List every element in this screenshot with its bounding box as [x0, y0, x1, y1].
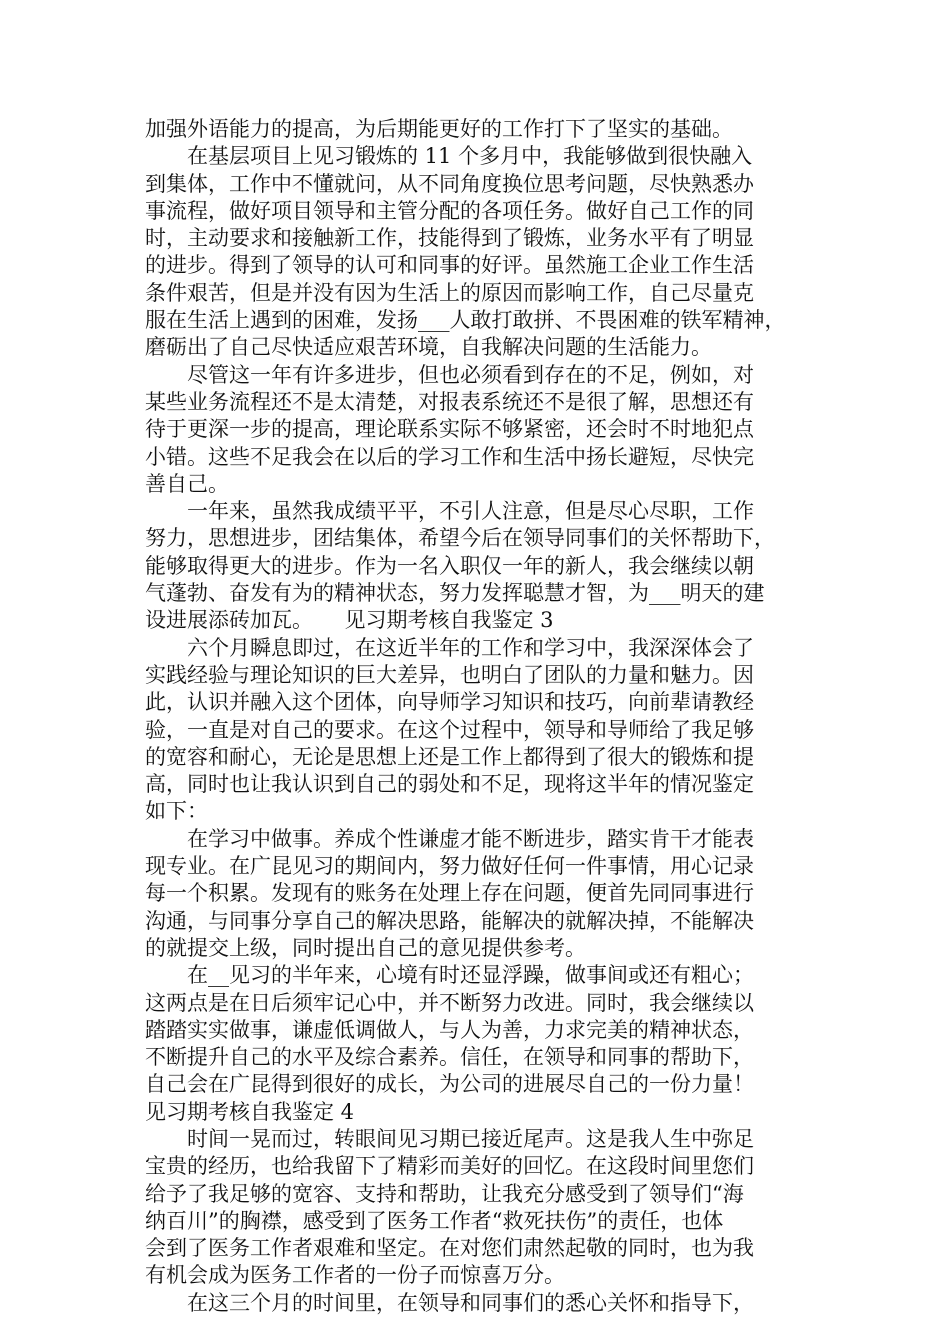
text-line: 磨砺出了自己尽快适应艰苦环境，自我解决问题的生活能力。 — [145, 335, 712, 360]
text-line: 事流程，做好项目领导和主管分配的各项任务。做好自己工作的同 — [145, 198, 754, 223]
text-line: 一年来，虽然我成绩平平，不引人注意，但是尽心尽职，工作 — [145, 499, 754, 524]
text-line: 实践经验与理论知识的巨大差异，也明白了团队的力量和魅力。因 — [145, 662, 754, 687]
text-line: 的宽容和耐心，无论是思想上还是工作上都得到了很大的锻炼和提 — [145, 744, 754, 769]
text-line: 到集体，工作中不懂就问，从不同角度换位思考问题，尽快熟悉办 — [145, 171, 754, 196]
text-line: 六个月瞬息即过，在这近半年的工作和学习中，我深深体会了 — [145, 635, 754, 660]
text-line: 的进步。得到了领导的认可和同事的好评。虽然施工企业工作生活 — [145, 253, 754, 278]
text-line: 某些业务流程还不是太清楚，对报表系统还不是很了解，思想还有 — [145, 389, 754, 414]
text-line: 条件艰苦，但是并没有因为生活上的原因而影响工作，自己尽量克 — [145, 280, 754, 305]
text-line: 有机会成为医务工作者的一份子而惊喜万分。 — [145, 1263, 565, 1288]
text-line: 会到了医务工作者艰难和坚定。在对您们肃然起敬的同时，也为我 — [145, 1236, 754, 1261]
text-line: 这两点是在日后须牢记心中，并不断努力改进。同时，我会继续以 — [145, 990, 754, 1015]
text-line: 高，同时也让我认识到自己的弱处和不足，现将这半年的情况鉴定 — [145, 772, 754, 797]
text-line: 在__见习的半年来，心境有时还显浮躁，做事间或还有粗心； — [145, 963, 754, 988]
text-line: 如下： — [145, 799, 208, 824]
text-line: 能够取得更大的进步。作为一名入职仅一年的新人，我会继续以朝 — [145, 553, 754, 578]
text-line: 自己会在广昆得到很好的成长，为公司的进展尽自己的一份力量！ — [145, 1072, 754, 1097]
text-line: 尽管这一年有许多进步，但也必须看到存在的不足，例如，对 — [145, 362, 754, 387]
text-line: 待于更深一步的提高，理论联系实际不够紧密，还会时不时地犯点 — [145, 417, 754, 442]
text-line: 纳百川”的胸襟，感受到了医务工作者“救死扶伤”的责任，也体 — [145, 1208, 724, 1233]
text-line: 现专业。在广昆见习的期间内，努力做好任何一件事情，用心记录 — [145, 854, 754, 879]
text-line: 努力，思想进步，团结集体，希望今后在领导同事们的关怀帮助下， — [145, 526, 775, 551]
text-line: 时间一晃而过，转眼间见习期已接近尾声。这是我人生中弥足 — [145, 1126, 754, 1151]
text-line: 服在生活上遇到的困难，发扬___人敢打敢拼、不畏困难的铁军精神， — [145, 308, 786, 333]
text-line: 给予了我足够的宽容、支持和帮助，让我充分感受到了领导们“海 — [145, 1181, 744, 1206]
text-line: 气蓬勃、奋发有为的精神状态，努力发挥聪慧才智，为___明天的建 — [145, 581, 765, 606]
text-line: 在学习中做事。养成个性谦虚才能不断进步，踏实肯干才能表 — [145, 826, 754, 851]
text-line: 验，一直是对自己的要求。在这个过程中，领导和导师给了我足够 — [145, 717, 754, 742]
section-heading: 见习期考核自我鉴定 4 — [145, 1099, 355, 1124]
text-line: 善自己。 — [145, 471, 229, 496]
text-line: 的就提交上级，同时提出自己的意见提供参考。 — [145, 935, 586, 960]
text-line: 不断提升自己的水平及综合素养。信任，在领导和同事的帮助下， — [145, 1045, 754, 1070]
text-line: 小错。这些不足我会在以后的学习工作和生活中扬长避短，尽快完 — [145, 444, 754, 469]
text-line: 在这三个月的时间里，在领导和同事们的悉心关怀和指导下， — [145, 1290, 754, 1315]
text-line: 宝贵的经历，也给我留下了精彩而美好的回忆。在这段时间里您们 — [145, 1154, 754, 1179]
document-body — [145, 116, 815, 1317]
text-line: 加强外语能力的提高，为后期能更好的工作打下了坚实的基础。 — [145, 117, 733, 141]
text-line: 时，主动要求和接触新工作，技能得到了锻炼，业务水平有了明显 — [145, 226, 754, 251]
text-line: 每一个积累。发现有的账务在处理上存在问题，便首先同同事进行 — [145, 881, 754, 906]
text-line: 踏踏实实做事，谦虚低调做人，与人为善，力求完美的精神状态， — [145, 1017, 754, 1042]
text-line: 此，认识并融入这个团体，向导师学习知识和技巧，向前辈请教经 — [145, 690, 754, 715]
text-line: 在基层项目上见习锻炼的 11 个多月中，我能够做到很快融入 — [145, 144, 753, 169]
text-line: 设进展添砖加瓦。 见习期考核自我鉴定 3 — [145, 608, 554, 633]
text-line: 沟通，与同事分享自己的解决思路，能解决的就解决掉，不能解决 — [145, 908, 754, 933]
